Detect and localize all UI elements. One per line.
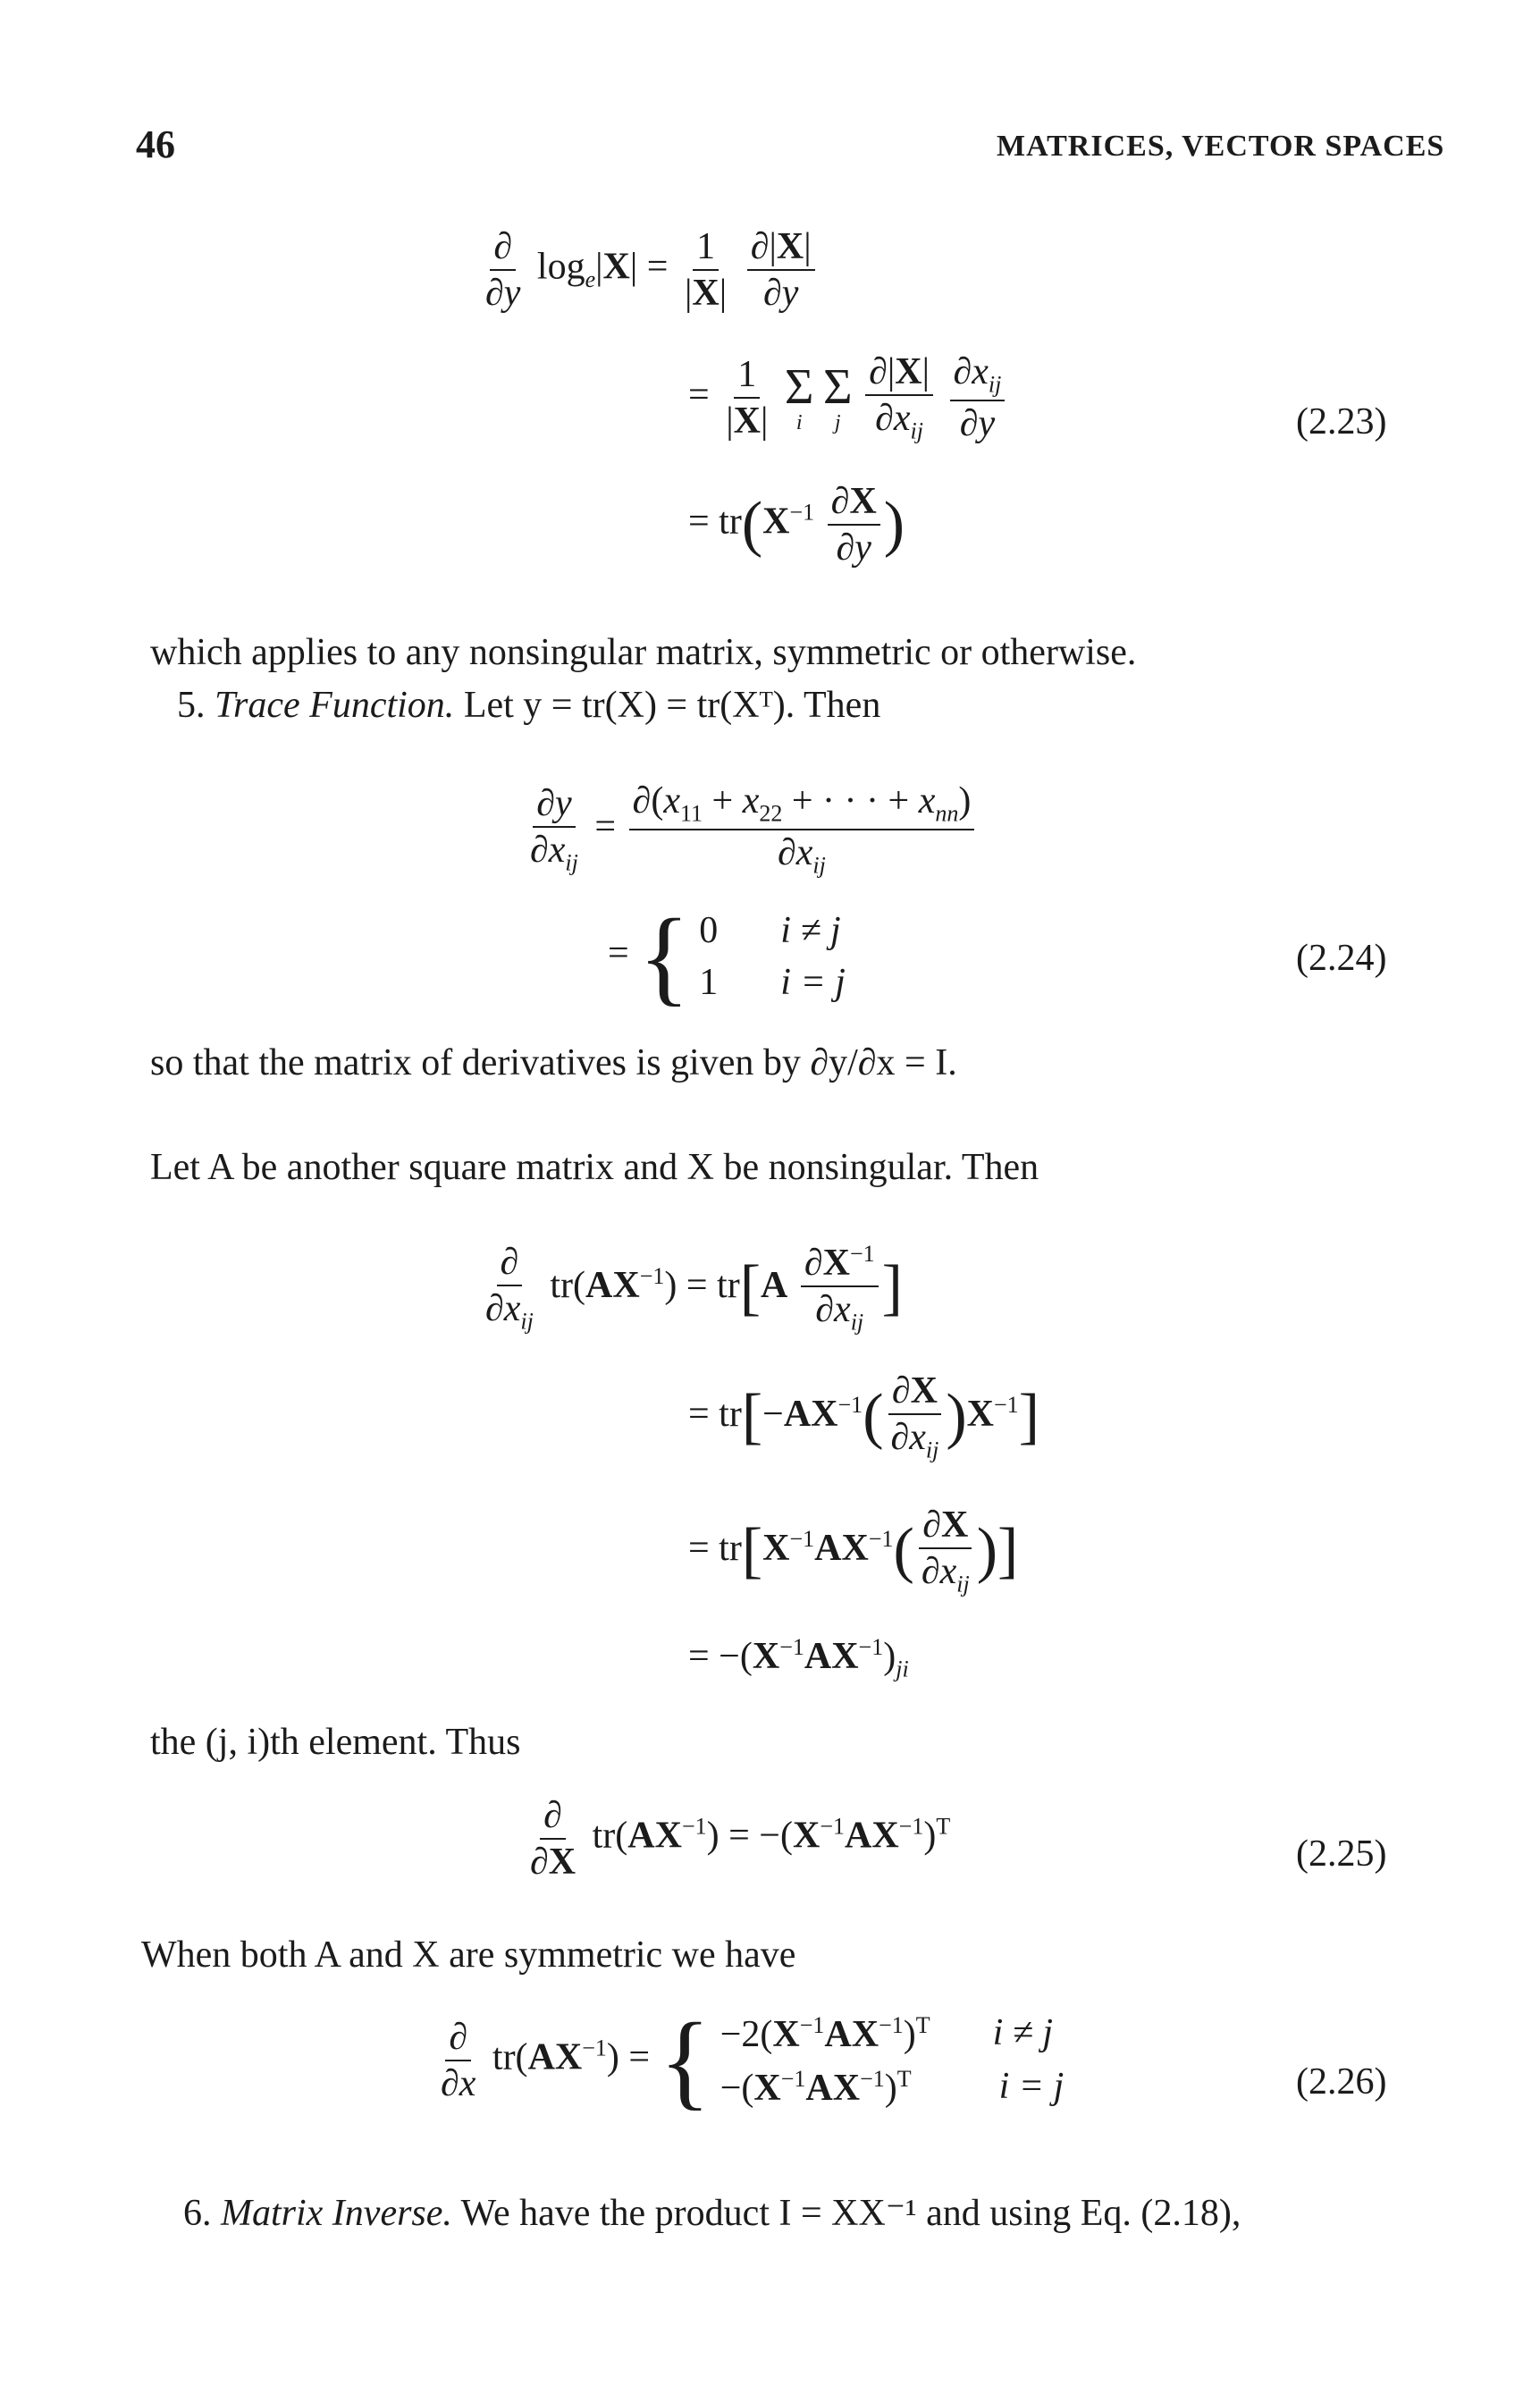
item-number: 5. — [177, 685, 206, 726]
equation-number-2-26: (2.26) — [1296, 2061, 1387, 2103]
paragraph-nonsingular: which applies to any nonsingular matrix, symmetric or otherwise. — [150, 632, 1137, 673]
equation-2-23-line3: = $tr(X^{-1}$ $\frac{\partial X}{\partial y}$ ) — [688, 481, 905, 569]
equation-2-24-line1: $\frac{\partial y}{\partial x_{ij}}$ = $\frac{\partial(x_{11} + x_{22} + \cdot \cdot \cdot + x_{nn})}{\partial x_{ij}}$ — [523, 782, 978, 878]
paragraph-matrix-derivatives: so that the matrix of derivatives is given by ∂y/∂x = I. — [150, 1042, 957, 1083]
derivation-line1: $\frac{\partial}{\partial x_{ij}}$ $tr(AX^{-1}) = tr[A$ $\frac{\partial X^{-1}}{\partial x_{ij}}$ ] — [485, 1241, 903, 1336]
equation-2-25: $\frac{\partial}{\partial X}$ $tr(AX^{-1}) = -(X^{-1}AX^{-1})^T$ — [530, 1795, 951, 1883]
running-title: MATRICES, VECTOR SPACES — [997, 130, 1445, 163]
derivation-line4: = $-(X^{-1}AX^{-1})_{ji}$ — [688, 1634, 909, 1682]
equation-number-2-25: (2.25) — [1296, 1833, 1387, 1875]
item-title: Trace Function. — [215, 685, 455, 726]
equation-2-23-line2: = $\frac{1}{|X|}$ Σ i Σ j $\frac{\partial|X|}{\partial x_{ij}}$ $\frac{\partial x_{ij}}{\partial y}$ — [688, 353, 1008, 442]
item-text: Let y = tr(X) = tr(Xᵀ). Then — [463, 685, 881, 726]
paragraph-matrix-inverse — [183, 2190, 1241, 2235]
equation-2-26: $\frac{\partial}{\partial x}$ $tr(AX^{-1})$ = { $-2(X^{-1}AX^{-1})^T$ i ≠ j $-(X^{-1}AX^{-1})^T$ i = j — [441, 2001, 1065, 2120]
paragraph-trace-function — [177, 684, 880, 727]
page-number: 46 — [136, 122, 175, 166]
equation-number-2-23: (2.23) — [1296, 401, 1387, 442]
derivation-line3: = $tr[X^{-1}AX^{-1}$( $\frac{\partial X}{\partial x_{ij}}$ )] — [688, 1504, 1019, 1597]
item-number: 6. — [183, 2193, 212, 2234]
paragraph-another-matrix: Let A be another square matrix and X be nonsingular. Then — [150, 1147, 1039, 1188]
item-title: Matrix Inverse. — [221, 2193, 452, 2234]
equation-2-24-line2: = { 0 i ≠ j 1 i = j — [608, 897, 846, 1016]
item-text: We have the product I = XX⁻¹ and using Eq. (2.18), — [460, 2193, 1241, 2234]
equation-number-2-24: (2.24) — [1296, 938, 1387, 979]
equation-2-23-line1: $\frac{\partial}{\partial y}$ $\log_e|X|$ = $\frac{1}{|X|}$ $\frac{\partial|X|}{\partial y}$ — [478, 228, 819, 312]
paragraph-symmetric: When both A and X are symmetric we have — [141, 1934, 796, 1976]
derivation-line2: = $tr[-AX^{-1}$( $\frac{\partial X}{\partial x_{ij}}$ )$X^{-1}$] — [688, 1370, 1039, 1463]
paragraph-element: the (j, i)th element. Thus — [150, 1722, 521, 1763]
